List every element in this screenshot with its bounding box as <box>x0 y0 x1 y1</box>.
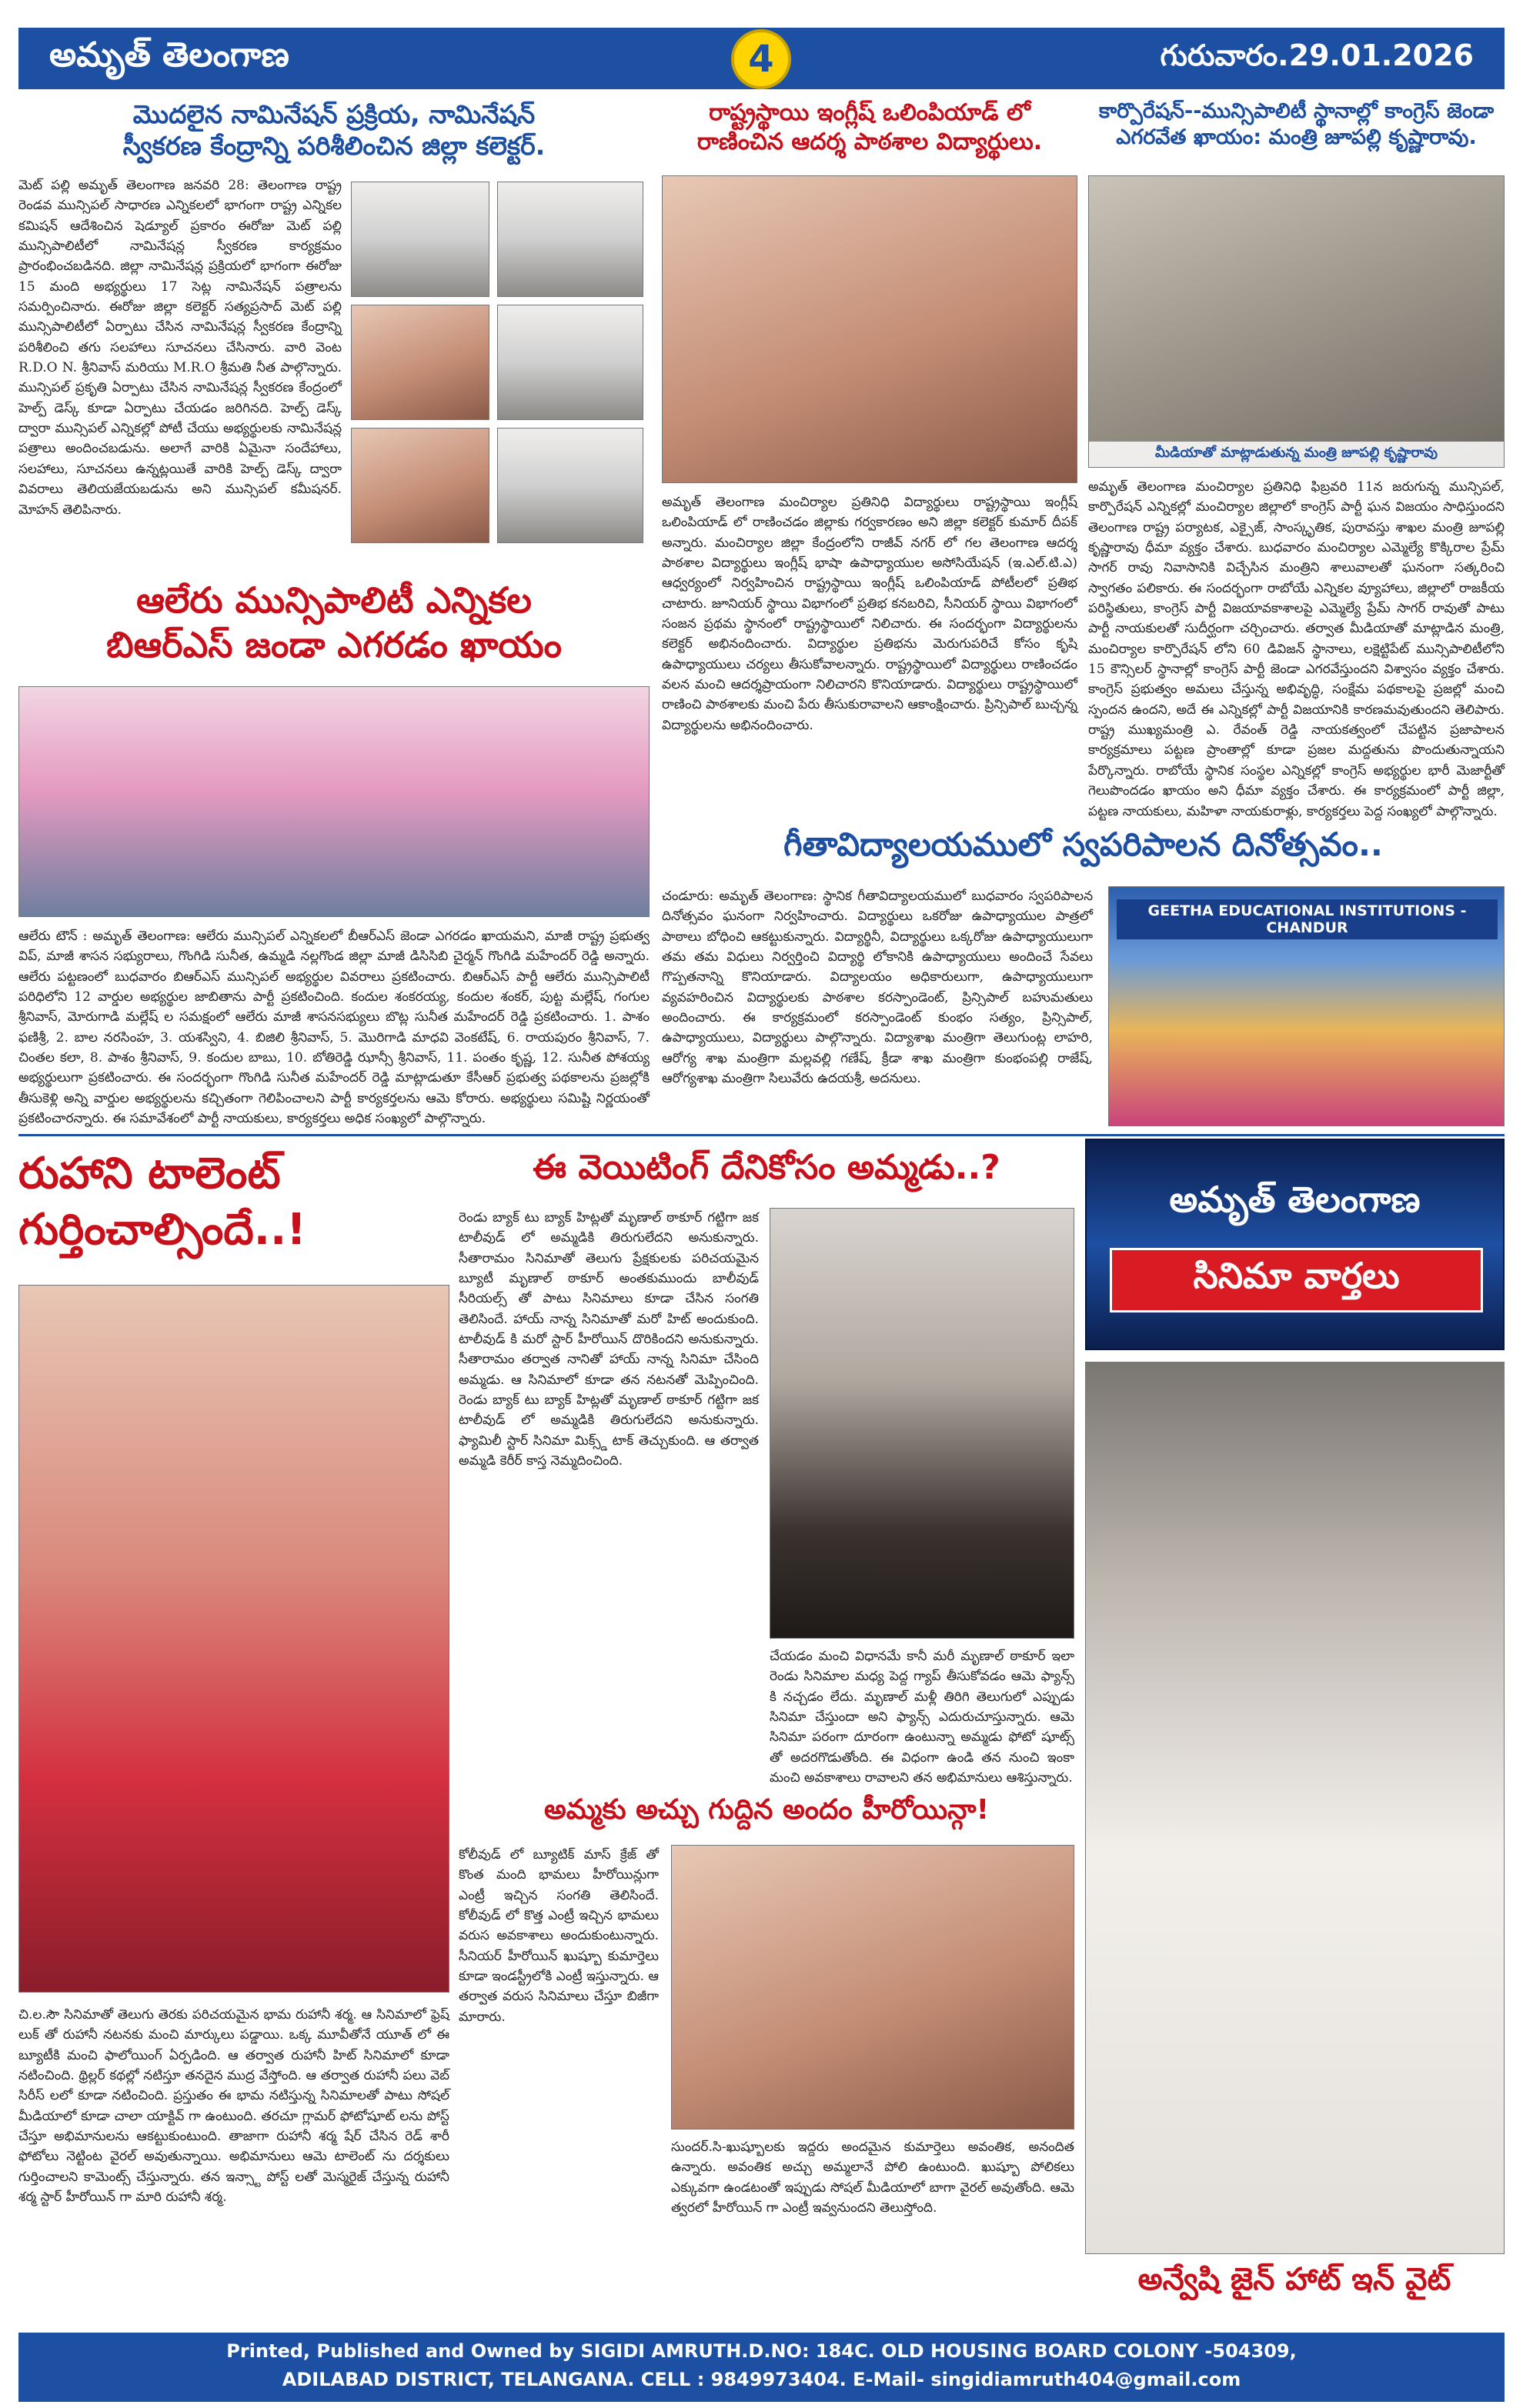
photo-nomination-3 <box>351 305 489 420</box>
footer-line-1: Printed, Published and Owned by SIGIDI AMRUTH.D.NO: 184C. OLD HOUSING BOARD COLONY -504309, <box>226 2340 1297 2362</box>
article-body: మెట్ పల్లి అమృత్ తెలంగాణ జనవరి 28: తెలంగాణ రాష్ట్ర రెండవ మున్సిపల్ సాధారణ ఎన్నికలలో భాగంగా రాష్ట్ర ఎన్నికల కమిషన్ ఆదేశించిన షెడ్యూల్ ప్రకారం ఈరోజు మెట్ పల్లి మున్సిపాలిటీలో నామినేషన్ల స్వీకరణ కార్యక్రమం ప్రారంభించబడినది. జిల్లా నామినేషన్ల ప్రక్రియలో భాగంగా ఈరోజు 15 మంది అభ్యర్థులు 17 సెట్ల నామినేషన్ పత్రాలను సమర్పించినారు. ఈరోజు జిల్లా కలెక్టర్ సత్యప్రసాద్ మెట్ పల్లి మున్సిపాలిటీలో ఏర్పాటు చేసిన నామినేషన్ల స్వీకరణ కేంద్రాన్ని పరిశీలించి తగు సలహాలు సూచనలు చేసినారు. వారి వెంట R.D.O N. శ్రీనివాస్ మరియు M.R.O శ్రీమతి నీత పాల్గొన్నారు. మున్సిపల్ ప్రకృతి ఏర్పాటు చేసిన నామినేషన్ల స్వీకరణ కేంద్రంలో హెల్ప్ డెస్క్ కూడా ఏర్పాటు చేయడం జరిగినది. హెల్ప్ డెస్క్ ద్వారా మున్సిపల్ ఎన్నికల్లో పోటీ చేయు అభ్యర్థులకు నామినేషన్ల పత్రాలు అందించబడును. అలాగే వారికి ఏమైనా సందేహాలు, సలహాలు, సూచనలు ఉన్నట్లయితే వారికి హెల్ప్ డెస్క్ ద్వారా వివరాలు తెలియజేయబడును అని మున్సిపల్ కమీషనర్. మోహన్ తెలిపినారు. <box>18 178 342 518</box>
issue-date: గురువారం.29.01.2026 <box>1160 38 1474 72</box>
article-body: అమృత్ తెలంగాణ మంచిర్యాల ప్రతినిధి ఫిబ్రవరి 11న జరుగున్న మున్సిపల్, కార్పొరేషన్ ఎన్నికల్లో మంచిర్యాల జిల్లాలో కాంగ్రెస్ పార్టీ ఘన విజయం సాధిస్తుందని తెలంగాణ రాష్ట్ర పర్యాటక, ఎక్సైజ్, సాంస్కృతిక, పురావస్తు శాఖల మంత్రి జూపల్లి కృష్ణారావు ధీమా వ్యక్తం చేశారు. బుధవారం మంచిర్యాల ఎమ్మెల్యే కొక్కిరాల ప్రేమ్ సాగర్ రావు నివాసానికి విచ్చేసిన మంత్రిని శాలువాలతో ఘనంగా సత్కరించి స్వాగతం పలికారు. ఈ సందర్భంగా రాబోయే ఎన్నికల వ్యూహాలు, జిల్లాలో రాజకీయ పరిస్థితులు, కాంగ్రెస్ పార్టీ విజయావకాశాలపై ఎమ్మెల్యే ప్రేమ్ సాగర్ రావుతో పాటు పార్టీ నాయకులతో సుదీర్ఘంగా చర్చించారు. తర్వాత మీడియాతో మాట్లాడిన మంత్రి, మంచిర్యాల కార్పొరేషన్ లోని 60 డివిజన్ స్థానాలు, లక్షెట్టిపేట్ మున్సిపాలిటీలోని 15 కౌన్సిలర్ స్థానాల్లో కాంగ్రెస్ పార్టీ జెండా ఎగరవేస్తుందని విశ్వాసం వ్యక్తం చేశారు. కాంగ్రెస్ ప్రభుత్వం అమలు చేస్తున్న అభివృద్ధి, సంక్షేమ పథకాలపై ప్రజల్లో మంచి స్పందన ఉందని, అదే ఈ ఎన్నికల్లో పార్టీ విజయానికి కారణమవుతుందని తెలిపారు. రాష్ట్ర ముఖ్యమంత్రి ఎ. రేవంత్ రెడ్డి నాయకత్వంలో చేపట్టిన ప్రజాపాలన కార్యక్రమాలు పట్టణ ప్రాంతాల్లో కూడా ప్రజల మద్దతును పొందుతున్నాయని పేర్కొన్నారు. రాబోయే స్థానిక సంస్థల ఎన్నికల్లో కాంగ్రెస్ అభ్యర్థుల భారీ మెజార్టీతో గెలుపొందడం ఖాయం అని ధీమా వ్యక్తం చేశారు. ఈ కార్యక్రమంలో పార్టీ జిల్లా, పట్టణ నాయకులు, మహిళా నాయకురాళ్లు, కార్యకర్తలు పెద్ద సంఖ్యలో పాల్గొన్నారు. <box>1088 479 1505 819</box>
article-body: చి.ల.సౌ సినిమాతో తెలుగు తెరకు పరిచయమైన భామ రుహానీ శర్మ. ఆ సినిమాలో ఫ్రెష్ లుక్ తో రుహానీ నటనకు మంచి మార్కులు పడ్డాయి. ఒక్క మూవీతోనే యూత్ లో ఈ బ్యూటీకి మంచి ఫాలోయింగ్ ఏర్పడింది. ఆ తర్వాత రుహానీ హిట్ సినిమాలో కూడా నటించింది. థ్రిల్లర్ కథల్లో నటిస్తూ తనదైన ముద్ర వేస్తోంది. ఆ తర్వాత రుహానీ పలు వెబ్ సిరీస్ లలో కూడా నటించింది. ప్రస్తుతం ఈ భామ నటిస్తున్న సినిమాలతో పాటు సోషల్ మీడియాలో కూడా చాలా యాక్టివ్ గా ఉంటుంది. తరచూ గ్లామర్ ఫోటోషూట్ లను పోస్ట్ చేస్తూ అభిమానులను ఆకట్టుకుంటుంది. తాజాగా రుహానీ శర్మ షేర్ చేసిన రెడ్ శారీ ఫోటోలు నెట్టింట వైరల్ అవుతున్నాయి. అభిమానులు ఆమె టాలెంట్ ను దర్శకులు గుర్తించాలని కామెంట్స్ చేస్తున్నారు. తన ఇన్స్టా పోస్ట్ లతో మెస్మరైజ్ చేస్తున్న రుహానీ శర్మ స్టార్ హీరోయిన్ గా మారి రుహానీ శర్మ. <box>18 2007 449 2206</box>
article-headline: మొదలైన నామినేషన్ ప్రక్రియ, నామినేషన్ స్వీకరణ కేంద్రాన్ని పరిశీలించిన జిల్లా కలెక్టర్. <box>122 99 546 162</box>
photo-olympiad-students <box>662 175 1077 483</box>
article-body-col1: రెండు బ్యాక్ టు బ్యాక్ హిట్లతో మృణాల్ ఠాకూర్ గట్టిగా జక టాలీవుడ్ లో అమ్మడికి తిరుగులేదని అనుకున్నారు. సీతారామం సినిమాతో తెలుగు ప్రేక్షకులకు పరిచయమైన బ్యూటీ మృణాల్ ఠాకూర్ అంతకుముందు బాలీవుడ్ సీరియల్స్ తో పాటు సినిమాలు కూడా చేసిన సంగతి తెలిసిందే. హాయ్ నాన్న సినిమాతో మరో హిట్ అందుకుంది. టాలీవుడ్ కి మరో స్టార్ హీరోయిన్ దొరికిందని అనుకున్నారు. సీతారామం తర్వాత నానితో హాయ్ నాన్న సినిమా చేసింది అమ్మడు. ఆ సినిమాలో కూడా తన నటనతో మెప్పించింది. రెండు బ్యాక్ టు బ్యాక్ హిట్లతో మృణాల్ ఠాకూర్ గట్టిగా జక టాలీవుడ్ లో అమ్మడికి తిరుగులేదని అనుకున్నారు. ఫ్యామిలీ స్టార్ సినిమా మిక్స్డ్ టాక్ తెచ్చుకుంది. ఆ తర్వాత అమ్మడి కెరీర్ కాస్త నెమ్మదించింది. <box>459 1210 759 1469</box>
article-headline: కార్పొరేషన్--మున్సిపాలిటీ స్థానాల్లో కాంగ్రెస్ జెండా ఎగరవేత ఖాయం: మంత్రి జూపల్లి కృష్ణారావు. <box>1098 99 1495 149</box>
article-english-olympiad <box>662 98 1077 822</box>
article-aleru-brs <box>18 579 650 1156</box>
article-body: అమృత్ తెలంగాణ మంచిర్యాల ప్రతినిధి విద్యార్థులు రాష్ట్రస్థాయి ఇంగ్లీష్ ఒలింపియాడ్ లో రాణించడం జిల్లాకు గర్వకారణం అని జిల్లా కలెక్టర్ కుమార్ దీపక్ అన్నారు. మంచిర్యాల జిల్లా కేంద్రంలోని రాజీవ్ నగర్ లో గల తెలంగాణ ఆదర్శ పాఠశాల విద్యార్థులు ఇంగ్లీష్ భాషా ఉపాధ్యాయుల అసోసియేషన్ (ఇ.ఎల్.టి.ఎ) ఆధ్వర్యంలో నిర్వహించిన రాష్ట్రస్థాయి ఇంగ్లీష్ ఒలింపియాడ్ పోటీలలో ప్రతిభ చాటారు. జూనియర్ స్థాయి విభాగంలో ప్రతిభ కనబరిచి, సీనియర్ స్థాయి విభాగంలో సంజన ప్రథమ స్థానంలో రాష్ట్రస్థాయిలో నిలిచారు. ఈ సందర్భంగా విద్యార్థులను కలెక్టర్ అభినందించారు. విద్యార్థుల ప్రతిభను మెరుగుపరిచే కోసం కృషి ఉపాధ్యాయులు చర్యలు తీసుకోవాలన్నారు. రాష్ట్రస్థాయిలో విద్యార్థులు రాణించడం వలన మంచి ఆదర్శప్రాయంగా నిలిచారని కొనియాడారు. విద్యార్థులు రాష్ట్రస్థాయిలో రాణించి పాఠశాలకు మంచి పేరు తీసుకురావాలని ఆకాంక్షించారు. ప్రిన్సిపాల్ బుచ్చన్న విద్యార్థులను అభినందించారు. <box>662 495 1077 733</box>
photo-nomination-1 <box>351 182 489 297</box>
photo-school-stage <box>1108 886 1505 1126</box>
article-headline: ఈ వెయిటింగ్ దేనికోసం అమ్మడు..? <box>533 1148 1000 1187</box>
cinema-banner-title: అమృత్ తెలంగాణ <box>1169 1179 1421 1220</box>
photo-nomination-6 <box>497 428 643 543</box>
article-geetha-school <box>662 825 1505 1132</box>
footer-line-2: ADILABAD DISTRICT, TELANGANA. CELL : 9849973404. E-Mail- singidiamruth404@gmail.com <box>282 2369 1241 2391</box>
photo-brs-candidates <box>18 686 650 917</box>
photo-anveshi-jain <box>1085 1362 1505 2254</box>
photo-nomination-4 <box>497 305 643 420</box>
article-headline: అమ్మకు అచ్చు గుద్దిన అందం హీరోయిన్గా! <box>543 1794 990 1826</box>
article-mrunal-waiting <box>459 1146 1074 1785</box>
cinema-banner-subtitle: సినిమా వార్తలు <box>1110 1248 1483 1312</box>
article-congress-flag <box>1088 98 1505 822</box>
cinema-news-banner <box>1085 1139 1505 1350</box>
photo-ruhani-sharma <box>18 1285 449 1993</box>
article-body: చండూరు: అమృత్ తెలంగాణ: స్థానిక గీతావిద్యాలయములో బుధవారం స్వపరిపాలన దినోత్సవం ఘనంగా నిర్వహించారు. విద్యార్థులు ఒకరోజు ఉపాధ్యాయుల పాత్రలో పాఠాలు బోధించి ఆకట్టుకున్నారు. విద్యార్థినీ, విద్యార్థులు ఒక్కరోజు ఉపాధ్యాయులుగా తమ తమ విధులు నిర్వర్తించి విద్యార్థి లోకానికి ఉపాధ్యాయులు అందించే సేవలు గొప్పతనాన్ని కొనియాడారు. విద్యాలయం అధికారులుగా, ఉపాధ్యాయులుగా వ్యవహరించిన విద్యార్థులకు పాఠశాల కరస్పాండెంట్, ప్రిన్సిపాల్ బహుమతులు అందించారు. ఈ కార్యక్రమంలో కరస్పాండెంట్ కుంభం సత్యం, ప్రిన్సిపాల్, ఉపాధ్యాయులు, విద్యార్థులు పాల్గొన్నారు. విద్యాశాఖ మంత్రిగా తెలుగుంట్ల లాహరి, ఆరోగ్య శాఖ మంత్రిగా మల్లవల్లి గణేష్, క్రీడా శాఖ మంత్రిగా కుంభంపల్లి రాజేష్, ఆరోగ్యశాఖ మంత్రిగా సిలువేరు ఉదయశ్రీ, అదనులు. <box>662 889 1093 1087</box>
section-divider <box>18 1134 1505 1136</box>
photo-caption: మీడియాతో మాట్లాడుతున్న మంత్రి జూపల్లి కృష్ణారావు <box>1089 442 1504 467</box>
photo-avanthika <box>671 1845 1074 2130</box>
article-ruhani-talent <box>18 1146 449 2323</box>
publisher-footer <box>18 2333 1505 2402</box>
newspaper-title: అమృత్ తెలంగాణ <box>49 35 289 75</box>
photo-caption-anveshi: అన్వేషి జైన్ హాట్ ఇన్ వైట్ <box>1137 2262 1451 2297</box>
article-body-col2: చేయడం మంచి విధానమే కానీ మరీ మృణాల్ ఠాకూర్ ఇలా రెండు సినిమాల మధ్య పెద్ద గ్యాప్ తీసుకోవడం ఆమె ఫ్యాన్స్ కి నచ్చడం లేదు. మృణాల్ మళ్లీ తిరిగి తెలుగులో ఎప్పుడు సినిమా చేస్తుందా అని ఫ్యాన్స్ ఎదురుచూస్తున్నారు. ఆమె సినిమా పరంగా దూరంగా ఉంటున్నా అమ్మడు ఫోటో షూట్స్ తో అదరగొడుతోంది. ఈ విధంగా ఉండి తన నుంచి ఇంకా మంచి అవకాశాలు రావాలని తన అభిమానులు ఆశిస్తున్నారు. <box>770 1649 1074 1786</box>
school-banner: GEETHA EDUCATIONAL INSTITUTIONS - CHANDUR <box>1117 899 1498 939</box>
photo-mrunal-thakur <box>770 1208 1074 1639</box>
photo-minister-media <box>1088 175 1505 468</box>
article-headline: గీతావిద్యాలయములో స్వపరిపాలన దినోత్సవం.. <box>783 825 1383 863</box>
photo-nomination-5 <box>351 428 489 543</box>
article-avanthika-heroine <box>459 1793 1074 2323</box>
article-body-col1: కోలీవుడ్ లో బ్యూటిక్ మాస్ క్రేజ్ తో కొంత మంది భామలు హీరోయిన్లుగా ఎంట్రీ ఇచ్చిన సంగతి తెలిసిందే. కోలీవుడ్ లో కొత్త ఎంట్రీ ఇచ్చిన భామలు వరుస అవకాశాలు అందుకుంటున్నారు. సీనియర్ హీరోయిన్ ఖుష్బూ కుమార్తెలు కూడా ఇండస్ట్రీలోకి ఎంట్రీ ఇస్తున్నారు. ఆ తర్వాత వరుస సినిమాలు చేస్తూ బిజీగా మారారు. <box>459 1847 659 2025</box>
article-headline: రాష్ట్రస్థాయి ఇంగ్లీష్ ఒలింపియాడ్ లో రాణించిన ఆదర్శ పాఠశాల విద్యార్థులు. <box>696 99 1043 155</box>
article-nomination-collector <box>18 98 650 575</box>
article-headline: రుహాని టాలెంట్ గుర్తించాల్సిందే..! <box>18 1149 306 1255</box>
article-headline: ఆలేరు మున్సిపాలిటీ ఎన్నికల బిఆర్ఎస్ జండా ఎగరడం ఖాయం <box>106 579 562 665</box>
page-number-badge: 4 <box>731 29 791 89</box>
article-body: ఆలేరు టౌన్ : అమృత్ తెలంగాణ: ఆలేరు మున్సిపల్ ఎన్నికలలో బీఆర్ఎస్ జెండా ఎగరడం ఖాయమని, మాజీ రాష్ట్ర ప్రభుత్వ విప్, మాజీ శాసన సభ్యురాలు, గొంగిడి సునీత, ఉమ్మడి నల్లగొండ జిల్లా మాజీ డిసిసిబి చైర్మన్ గొంగిడి మహేందర్ రెడ్డి అన్నారు. ఆలేరు పట్టణంలో బుధవారం బిఆర్ఎస్ మున్సిపల్ అభ్యర్థుల వివరాలు ప్రకటించారు. బిఆర్ఎస్ పార్టీ ఆలేరు మున్సిపాలిటీ పరిధిలోని 12 వార్డుల అభ్యర్థుల జాబితాను పార్టీ ప్రకటించింది. కందుల శంకరయ్య, కందుల శంకర్, పుట్ట మల్లేష్, గంగుల శ్రీనివాస్, మోరుగాడి మల్లేష్ ల సమక్షంలో ఆలేరు మాజీ శాసనసభ్యులు బొట్ల సునీత మహేందర్ రెడ్డి ప్రకటించారు. 1. పాశం ఫణిశ్రీ, 2. బాల నరసింహ, 3. యశస్విని, 4. బిజిలి శ్రీనివాస్, 5. మొరిగాడి మాధవి వెంకటేష్, 6. రాయపురం శ్రీనివాస్, 7. చింతల కలా, 8. పాశం శ్రీనివాస్, 9. కందుల బాబు, 10. బోతిరెడ్డి ఝాన్సీ శ్రీనివాస్, 11. పంతం కృష్ణ, 12. సునీత పోశయ్య అభ్యర్థులుగా ప్రకటించారు. ఈ సందర్భంగా గొంగిడి సునీత మహేందర్ రెడ్డి మాట్లాడుతూ కేసీఆర్ ప్రభుత్వ పథకాలను ప్రజల్లోకి తీసుకెళ్లి అన్ని వార్డుల అభ్యర్థులను కచ్చితంగా గెలిపించాలని పార్టీ కార్యకర్తలను ఆమె కోరారు. అభ్యర్థులు సమిష్టి నిర్ణయంతో ప్రకటించారన్నారు. ఈ సమావేశంలో పార్టీ నాయకులు, కార్యకర్తలు అధిక సంఖ్యలో పాల్గొన్నారు. <box>18 929 650 1127</box>
photo-nomination-2 <box>497 182 643 297</box>
article-body-col2: సుందర్.సి-ఖుష్బూలకు ఇద్దరు అందమైన కుమార్తెలు అవంతిక, అనందిత ఉన్నారు. అవంతిక అచ్చు అమ్మలానే పోలి ఉంటుంది. ఖుష్బూ పోలికలు ఎక్కువగా ఉండటంతో ఇప్పుడు సోషల్ మీడియాలో బాగా వైరల్ అవుతోంది. ఆమె త్వరలో హీరోయిన్ గా ఎంట్రీ ఇవ్వనుందని తెలుస్తోంది. <box>671 2140 1074 2216</box>
